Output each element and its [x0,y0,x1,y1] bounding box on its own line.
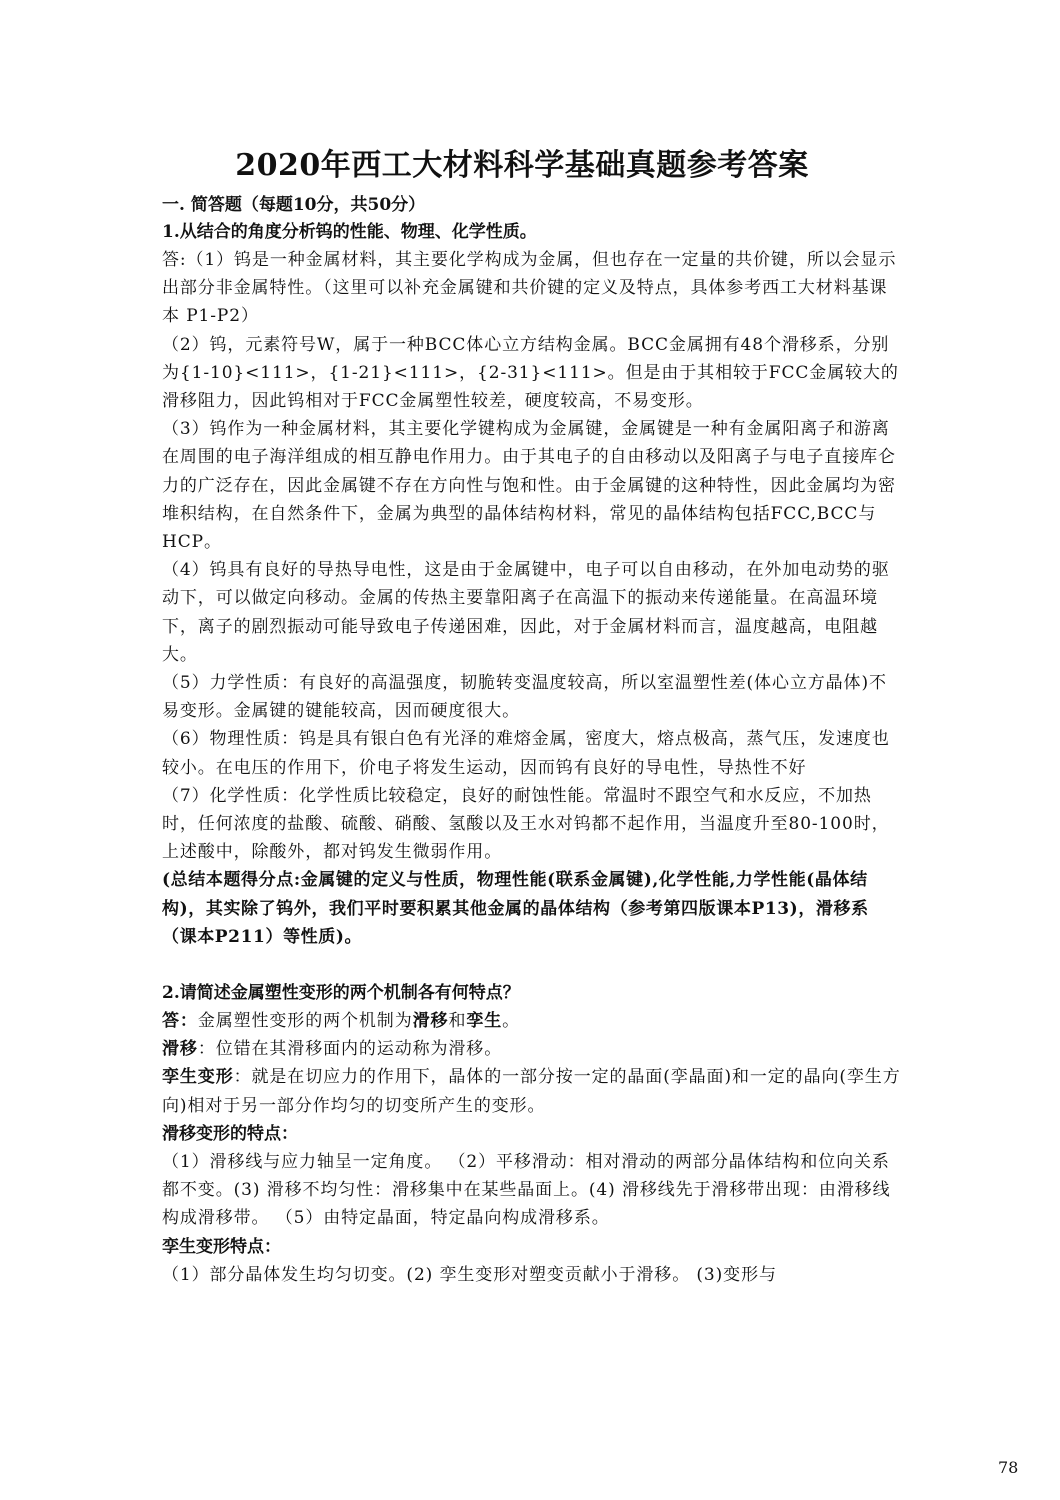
q1-answer-para-6: （6）物理性质：钨是具有银白色有光泽的难熔金属，密度大，熔点极高，蒸气压，发速度也较小。在电压的作用下，价电子将发生运动，因而钨有良好的导电性，导热性不好 [162,729,890,778]
answer-text-end: 。 [502,1011,521,1032]
slip-definition [162,1035,902,1063]
q2-answer [162,1007,902,1035]
question-1: 1.从结合的角度分析钨的性能、物理、化学性质。 [162,222,537,242]
twin-definition [162,1063,902,1119]
document-page [162,140,902,1289]
q1-answer-para-2: （2）钨，元素符号W，属于一种BCC体心立方结构金属。BCC金属拥有48个滑移系，分别为{1-10}<111>，{1-21}<111>，{2-31}<111>。但是由于其相较于FCC金属较大的滑移阻力，因此钨相对于FCC金属塑性较差，硬度较高，不易变形。 [162,334,899,412]
page-number: 78 [998,1458,1019,1477]
question-2: 2.请简述金属塑性变形的两个机制各有何特点？ [162,983,520,1004]
q1-answer-para-1: 答:（1）钨是一种金属材料，其主要化学构成为金属，但也存在一定量的共价键，所以会显示出部分非金属特性。（这里可以补充金属键和共价键的定义及特点，具体参考西工大材料基课本 P1-P2） [162,250,897,327]
answer-term-twin: 孪生 [466,1011,503,1032]
section-heading: 一. 简答题（每题10分，共50分） [162,195,426,215]
q1-summary: (总结本题得分点:金属键的定义与性质，物理性能(联系金属键),化学性能,力学性能(晶体结构)，其实除了钨外，我们平时要积累其他金属的晶体结构（参考第四版课本P13)，滑移系（课本P211）等性质)。 [162,870,869,947]
q1-answer-para-4: （4）钨具有良好的导热导电性，这是由于金属键中，电子可以自由移动，在外加电动势的驱动下，可以做定向移动。金属的传热主要靠阳离子在高温下的振动来传递能量。在高温环境下，离子的剧烈振动可能导致电子传递困难，因此，对于金属材料而言，温度越高，电阻越大。 [162,560,890,665]
page-title: 2020年西工大材料科学基础真题参考答案 [235,148,809,183]
twin-label: 孪生变形 [162,1067,234,1088]
slip-features-text: （1）滑移线与应力轴呈一定角度。 （2）平移滑动：相对滑动的两部分晶体结构和位向关系都不变。(3) 滑移不均匀性：滑移集中在某些晶面上。(4) 滑移线先于滑移带出现：由滑移线构成滑移带。 （5）由特定晶面，特定晶向构成滑移系。 [162,1151,891,1229]
slip-features-heading: 滑移变形的特点： [162,1123,298,1144]
q1-answer-para-5: （5）力学性质：有良好的高温强度，韧脆转变温度较高，所以室温塑性差(体心立方晶体)不易变形。金属键的键能较高，因而硬度很大。 [162,673,887,722]
q1-answer-para-3: （3）钨作为一种金属材料，其主要化学键构成为金属键，金属键是一种有金属阳离子和游离在周围的电子海洋组成的相互静电作用力。由于其电子的自由移动以及阳离子与电子直接库仑力的广泛存在，因此金属键不存在方向性与饱和性。由于金属键的这种特性，因此金属均为密堆积结构，在自然条件下，金属为典型的晶体结构材料，常见的晶体结构包括FCC,BCC与HCP。 [162,419,896,553]
q1-answer-para-7: （7）化学性质：化学性质比较稳定，良好的耐蚀性能。常温时不跟空气和水反应，不加热时，任何浓度的盐酸、硫酸、硝酸、氢酸以及王水对钨都不起作用，当温度升至80-100时，上述酸中，除酸外，都对钨发生微弱作用。 [162,785,890,863]
answer-text-and: 和 [448,1011,467,1032]
twin-features-text: （1）部分晶体发生均匀切变。(2) 孪生变形对塑变贡献小于滑移。 (3)变形与 [162,1264,777,1285]
twin-features-heading: 孪生变形特点： [162,1236,281,1257]
answer-label: 答： [162,1011,198,1032]
spacer [162,951,902,979]
answer-text: 金属塑性变形的两个机制为 [197,1011,413,1032]
twin-text: ：就是在切应力的作用下，晶体的一部分按一定的晶面(孪晶面)和一定的晶向(孪生方向)相对于另一部分作均匀的切变所产生的变形。 [162,1067,901,1116]
answer-term-slip: 滑移 [412,1011,449,1032]
slip-text: ：位错在其滑移面内的运动称为滑移。 [197,1039,503,1060]
slip-label: 滑移 [162,1039,198,1060]
